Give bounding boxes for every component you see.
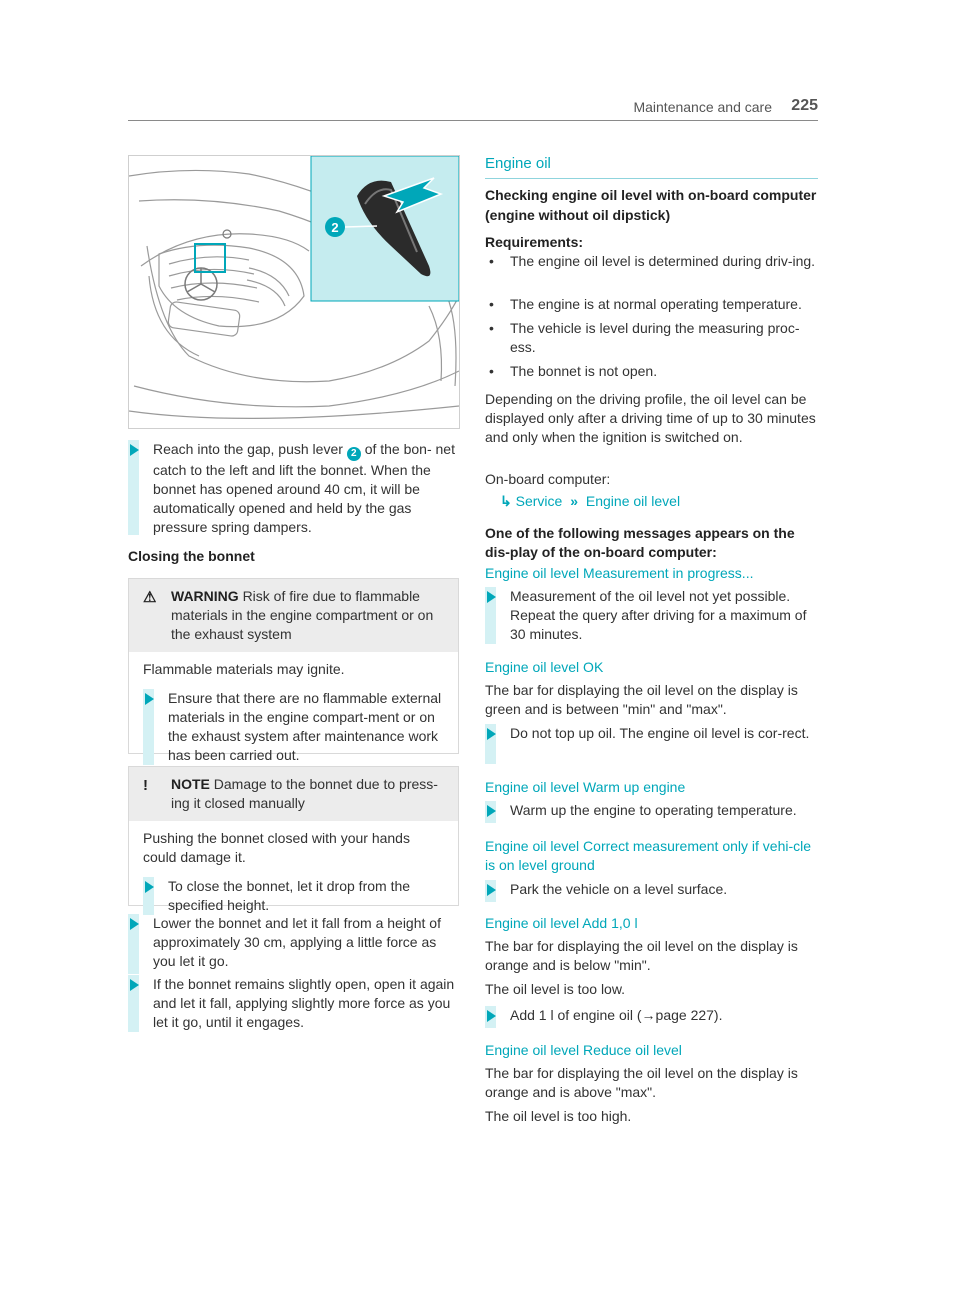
message-measurement-title: Engine oil level Measurement in progress... [485, 565, 754, 581]
warning-body: Flammable materials may ignite. [143, 661, 345, 677]
page-reference-arrow-icon[interactable]: → [641, 1007, 656, 1023]
lower-bonnet-step: Lower the bonnet and let it fall from a height of approximately 30 cm, applying a little force as you let it go. [128, 914, 458, 974]
reclose-step: If the bonnet remains slightly open, open it again and let it fall, applying slightly more force as you let it go, until it engages. [128, 975, 458, 1032]
warning-box [128, 578, 459, 763]
step-arrow-icon [487, 884, 496, 896]
message-reduce-oil-desc: The bar for displaying the oil level on the display is orange and is above "max". [485, 1065, 798, 1100]
page-reference-link[interactable]: page 227). [655, 1007, 723, 1023]
requirement-item: • The engine oil level is determined during driv-ing. [485, 252, 818, 271]
step-arrow-icon [130, 918, 139, 930]
exclamation-icon: ! [143, 777, 148, 794]
step-arrow-icon [487, 1010, 496, 1022]
messages-heading: One of the following messages appears on the dis-play of the on-board computer: [485, 525, 795, 560]
level-ground-step: Park the vehicle on a level surface. [485, 880, 818, 902]
message-ok-title: Engine oil level OK [485, 659, 604, 675]
step-arrow-icon [487, 805, 496, 817]
ok-step: Do not top up oil. The engine oil level is cor-rect. [485, 724, 818, 764]
requirements-label: Requirements: [485, 234, 584, 250]
message-warmup-title: Engine oil level Warm up engine [485, 779, 686, 795]
step-text: net catch to the left and lift the bonnet. When the bonnet has opened around 40 cm, it will be automatically opened and held by the gas pressure spring dampers. [153, 441, 455, 535]
note-step: To close the bonnet, let it drop from the specified height. [143, 877, 446, 915]
message-reduce-oil-title: Engine oil level Reduce oil level [485, 1042, 682, 1058]
menu-service: Service [515, 493, 563, 509]
requirement-item: • The vehicle is level during the measuring proc-ess. [485, 319, 818, 357]
note-body: Pushing the bonnet closed with your hands could damage it. [143, 830, 410, 865]
menu-return-icon: ↳ [500, 493, 512, 509]
menu-engine-oil-level: Engine oil level [585, 493, 681, 509]
page-number: 225 [791, 97, 818, 114]
menu-path [500, 492, 818, 511]
warmup-step: Warm up the engine to operating temperature. [485, 801, 818, 823]
procedure-title: Checking engine oil level with on-board computer (engine without oil dipstick) [485, 187, 817, 223]
closing-bonnet-heading: Closing the bonnet [128, 548, 255, 564]
step-arrow-icon [487, 591, 496, 603]
message-level-ground-title: Engine oil level Correct measurement only if vehi-cle is on level ground [485, 838, 812, 873]
step-arrow-icon [130, 444, 139, 456]
requirement-item: • The engine is at normal operating temperature. [485, 295, 818, 314]
add-oil-step: Add 1 l of engine oil (→page 227). [485, 1006, 818, 1028]
message-add-oil-desc: The bar for displaying the oil level on the display is orange and is below "min". [485, 938, 798, 973]
depending-paragraph: Depending on the driving profile, the oil level can be displayed only after a driving time of up to 30 minutes and only when the ignition is switched on. [485, 391, 816, 445]
menu-forward-icon: » [570, 493, 578, 509]
section-title: Maintenance and care [633, 99, 772, 115]
callout-badge: 2 [347, 447, 361, 461]
step-arrow-icon [130, 979, 139, 991]
message-add-oil-title: Engine oil level Add 1,0 l [485, 915, 638, 931]
warning-triangle-icon: ⚠ [143, 589, 157, 606]
obc-label: On-board computer: [485, 471, 611, 487]
step-arrow-icon [487, 728, 496, 740]
warning-step: Ensure that there are no flammable external materials in the engine compart-ment or on the exhaust system after maintenance work has been carried out. [143, 689, 446, 765]
step-text: of the bon- [364, 441, 432, 457]
measurement-step: Measurement of the oil level not yet possible. Repeat the query after driving for a maximum of 30 minutes. [485, 587, 818, 644]
engine-oil-section-heading: Engine oil [485, 154, 818, 179]
note-keyword: NOTE [171, 776, 210, 792]
step-arrow-icon [145, 693, 154, 705]
message-reduce-oil-high: The oil level is too high. [485, 1108, 632, 1124]
requirement-item: • The bonnet is not open. [485, 362, 818, 381]
page-header [128, 96, 818, 121]
note-box [128, 766, 459, 913]
bonnet-illustration [128, 155, 460, 429]
warning-title: Risk of fire due to flammable materials in the engine compartment or on the exhaust system [171, 588, 434, 642]
message-add-oil-low: The oil level is too low. [485, 981, 626, 997]
message-ok-desc: The bar for displaying the oil level on the display is green and is between "min" and "max". [485, 682, 798, 717]
step-arrow-icon [145, 881, 154, 893]
callout-number: 2 [331, 220, 339, 235]
warning-keyword: WARNING [171, 588, 239, 604]
step-text: Reach into the gap, push lever [153, 441, 343, 457]
note-title: Damage to the bonnet due to press-ing it closed manually [171, 776, 438, 811]
open-step [128, 440, 458, 535]
